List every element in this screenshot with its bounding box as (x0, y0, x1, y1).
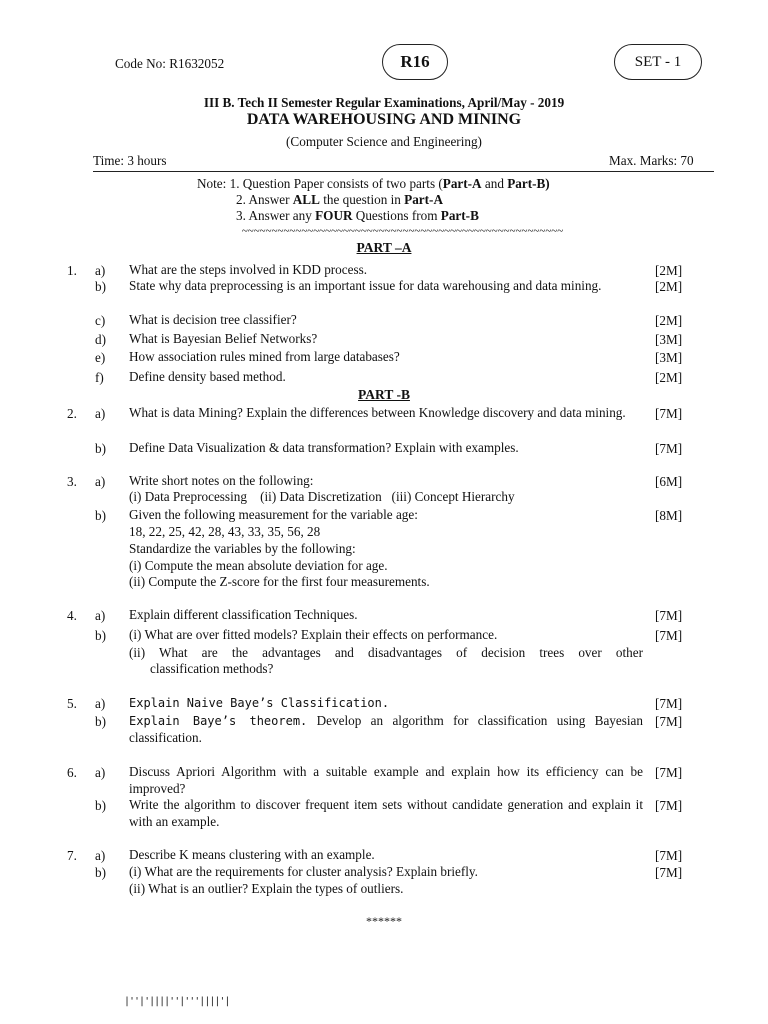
question-text: Define Data Visualization & data transformation? Explain with examples. (129, 440, 519, 455)
question-text-line: Standardize the variables by the following: (129, 541, 356, 556)
marks: [7M] (655, 798, 683, 813)
marks: [7M] (655, 608, 683, 623)
sub-label: b) (95, 441, 106, 456)
sub-label: a) (95, 406, 106, 421)
question-text-line: (ii) What are the advantages and disadvantages of decision trees over other (129, 645, 643, 660)
set-label: SET - 1 (634, 53, 682, 70)
question-text: Write short notes on the following: (129, 473, 314, 488)
marks: [7M] (655, 848, 683, 863)
question-text: Explain Baye’s theorem. Develop an algorithm for classification using Bayesian classification. (129, 713, 643, 745)
marks: [2M] (655, 263, 683, 278)
set-badge (614, 44, 702, 80)
question-text: Describe K means clustering with an example. (129, 847, 375, 862)
sub-label: a) (95, 848, 106, 863)
marks: [7M] (655, 696, 683, 711)
marks: [7M] (655, 406, 683, 421)
question-text-line: (i) Data Preprocessing (ii) Data Discretization (iii) Concept Hierarchy (129, 489, 515, 504)
branch-name: (Computer Science and Engineering) (286, 134, 482, 149)
marks: [7M] (655, 628, 683, 643)
question-text: (i) What are the requirements for cluster analysis? Explain briefly. (129, 864, 478, 879)
marks: [2M] (655, 279, 683, 294)
age-values: 18, 22, 25, 42, 28, 43, 33, 35, 56, 28 (129, 524, 321, 539)
question-number-7: 7. (67, 848, 77, 863)
sub-label: a) (95, 474, 106, 489)
question-number-6: 6. (67, 765, 77, 780)
question-text: Define density based method. (129, 369, 286, 384)
sub-label: b) (95, 714, 106, 729)
question-text: Write the algorithm to discover frequent item sets without candidate generation and explain it with an example. (129, 797, 643, 829)
note-line-2: 2. Answer ALL the question in Part-A (236, 192, 443, 207)
marks: [3M] (655, 332, 683, 347)
question-text: Discuss Apriori Algorithm with a suitable example and explain how its efficiency can be improved? (129, 764, 643, 796)
question-number-3: 3. (67, 474, 77, 489)
question-number-5: 5. (67, 696, 77, 711)
question-text-line: (i) Compute the mean absolute deviation for age. (129, 558, 388, 573)
question-text: What are the steps involved in KDD process. (129, 262, 368, 277)
question-text: What is decision tree classifier? (129, 312, 297, 327)
question-text: State why data preprocessing is an important issue for data warehousing and data mining. (129, 278, 602, 293)
question-text: (i) What are over fitted models? Explain their effects on performance. (129, 627, 498, 642)
sub-label: a) (95, 263, 106, 278)
marks: [2M] (655, 370, 683, 385)
sub-label: b) (95, 628, 106, 643)
marks: [7M] (655, 714, 683, 729)
sub-label: d) (95, 332, 106, 347)
question-text-line: (ii) Compute the Z-score for the first four measurements. (129, 574, 430, 589)
time-allowed: Time: 3 hours (93, 153, 167, 168)
question-text: What is Bayesian Belief Networks? (129, 331, 318, 346)
sub-label: a) (95, 765, 106, 780)
separator-line: ~~~~~~~~~~~~~~~~~~~~~~~~~~~~~~~~~~~~~~~~~~~~~~~~~~~~~~ (241, 225, 564, 237)
sub-label: c) (95, 313, 106, 328)
marks: [8M] (655, 508, 683, 523)
note-line-3: 3. Answer any FOUR Questions from Part-B (236, 208, 479, 223)
end-marker: ****** (366, 914, 402, 928)
question-text: Given the following measurement for the variable age: (129, 507, 418, 522)
code-number: Code No: R1632052 (115, 56, 225, 71)
marks: [7M] (655, 765, 683, 780)
note-line-1: Note: 1. Question Paper consists of two parts (Part-A and Part-B) (197, 176, 550, 191)
marks: [6M] (655, 474, 683, 489)
question-text: How association rules mined from large databases? (129, 349, 400, 364)
subject-title: DATA WAREHOUSING AND MINING (246, 111, 522, 128)
marks: [7M] (655, 865, 683, 880)
marks: [2M] (655, 313, 683, 328)
regulation-badge (382, 44, 448, 80)
question-number-1: 1. (67, 263, 77, 278)
sub-label: b) (95, 279, 106, 294)
sub-label: a) (95, 696, 106, 711)
part-a-heading: PART –A (356, 240, 412, 255)
question-text: What is data Mining? Explain the differences between Knowledge discovery and data mining. (129, 405, 626, 420)
header-rule (93, 171, 714, 172)
question-text-line: classification methods? (150, 661, 274, 676)
question-text: Explain Naive Baye’s Classification. (129, 696, 390, 710)
max-marks: Max. Marks: 70 (609, 153, 694, 168)
sub-label: b) (95, 865, 106, 880)
question-text-line: (ii) What is an outlier? Explain the types of outliers. (129, 881, 404, 896)
regulation-label: R16 (400, 52, 430, 71)
footer-barcode: |''|'||||''|'''||||'| (124, 996, 230, 1007)
exam-title: III B. Tech II Semester Regular Examinations, April/May - 2019 (203, 95, 565, 110)
sub-label: b) (95, 798, 106, 813)
sub-label: a) (95, 608, 106, 623)
part-b-heading: PART -B (358, 387, 410, 402)
sub-label: f) (95, 370, 104, 385)
sub-label: b) (95, 508, 106, 523)
marks: [3M] (655, 350, 683, 365)
sub-label: e) (95, 350, 106, 365)
marks: [7M] (655, 441, 683, 456)
question-number-2: 2. (67, 406, 77, 421)
question-text: Explain different classification Techniques. (129, 607, 358, 622)
question-number-4: 4. (67, 608, 77, 623)
